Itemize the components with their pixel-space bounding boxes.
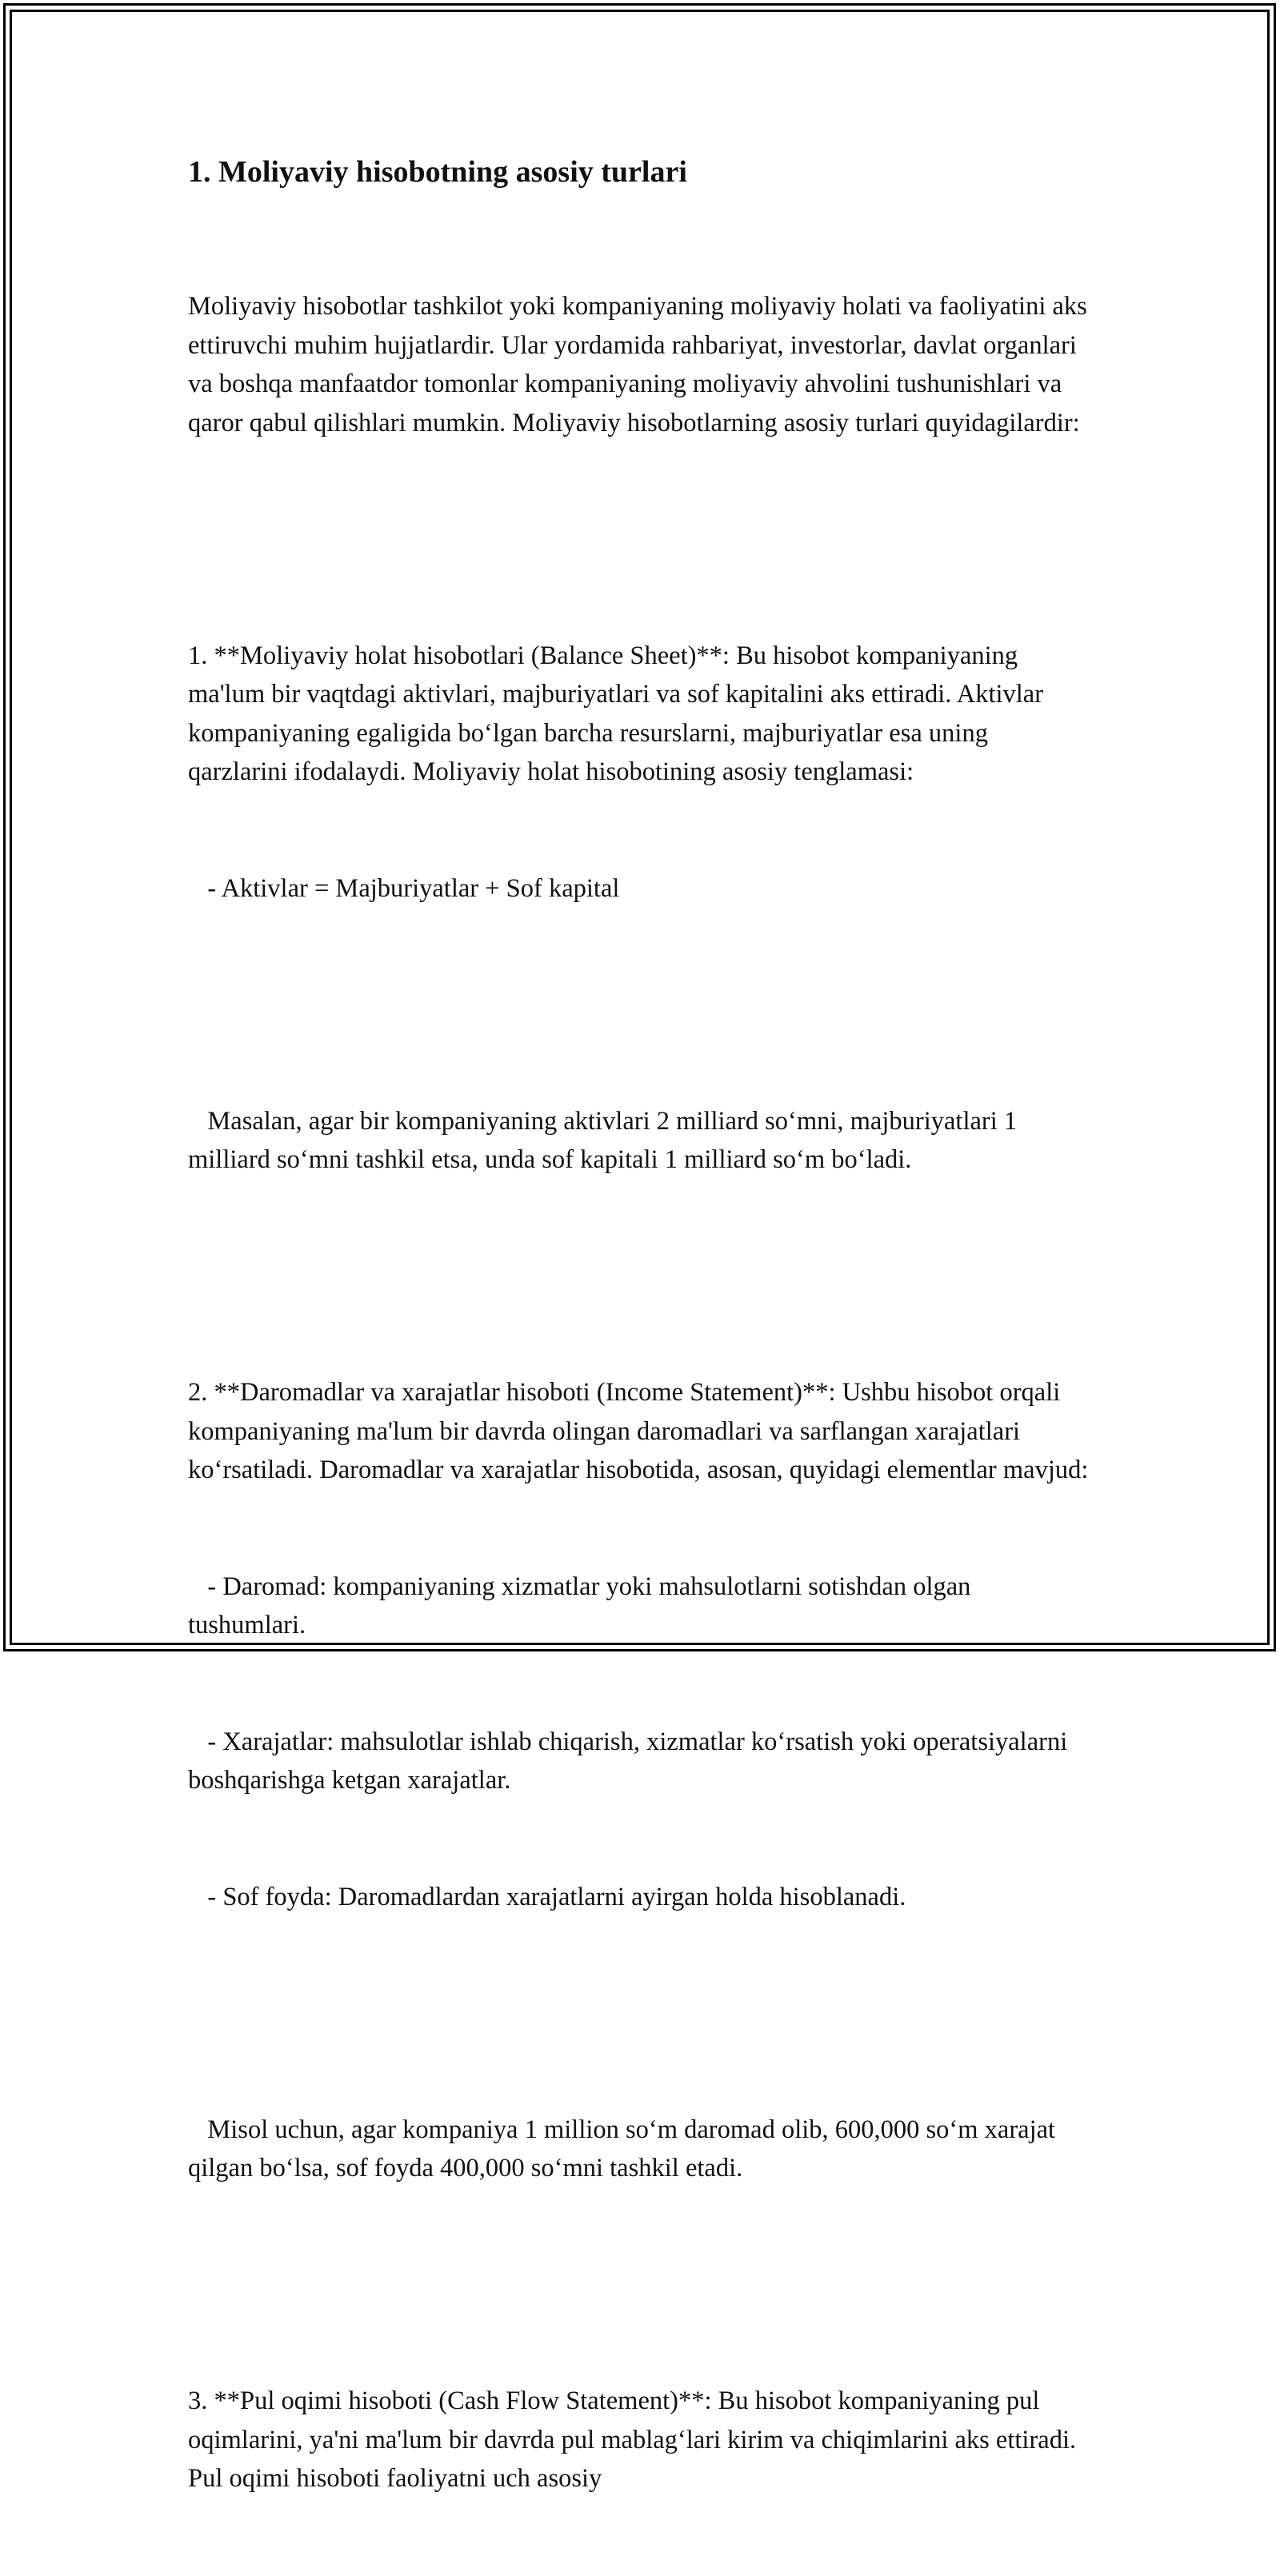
blank-line bbox=[188, 985, 1092, 1024]
balance-equation-item: - Aktivlar = Majburiyatlar + Sof kapital bbox=[188, 873, 620, 903]
blank-line bbox=[188, 2266, 1092, 2305]
income-item-net-profit: - Sof foyda: Daromadlardan xarajatlarni ayirgan holda hisoblanadi. bbox=[188, 1882, 906, 1911]
intro-paragraph: Moliyaviy hisobotlar tashkilot yoki kompaniyaning moliyaviy holati va faoliyatini aks ettiruvchi muhim hujjatlardir. Ular yordamida rahbariyat, investorlar, davlat organlari va boshqa manfaatdor tomonlar kompaniyaning moliyaviy ahvolini tushunishlari va qaror qabul qilishlari mumkin. Moliyaviy hisobotlarning asosiy turlari quyidagilardir: bbox=[188, 292, 1094, 437]
income-item-expenses: - Xarajatlar: mahsulotlar ishlab chiqarish, xizmatlar ko‘rsatish yoki operatsiyalarni boshqarishga ketgan xarajatlar. bbox=[188, 1727, 1074, 1795]
blank-line bbox=[188, 520, 1092, 559]
blank-line bbox=[188, 1994, 1092, 2033]
income-item-revenue: - Daromad: kompaniyaning xizmatlar yoki mahsulotlarni sotishdan olgan tushumlari. bbox=[188, 1572, 978, 1639]
balance-example-paragraph: Masalan, agar bir kompaniyaning aktivlari 2 milliard so‘mni, majburiyatlari 1 milliard so‘mni tashkil etsa, unda sof kapitali 1 milliard so‘m bo‘ladi. bbox=[188, 1106, 1024, 1174]
income-example-paragraph: Misol uchun, agar kompaniya 1 million so‘m daromad olib, 600,000 so‘m xarajat qilgan bo‘lsa, sof foyda 400,000 so‘mni tashkil etadi. bbox=[188, 2115, 1062, 2183]
document-body bbox=[188, 210, 1092, 2576]
cash-flow-paragraph: 3. **Pul oqimi hisoboti (Cash Flow Statement)**: Bu hisobot kompaniyaning pul oqimlarini, ya'ni ma'lum bir davrda pul mablag‘lari kirim va chiqimlarini aks ettiradi. Pul oqimi hisoboti faoliyatni uch asosiy bbox=[188, 2386, 1083, 2493]
income-statement-paragraph: 2. **Daromadlar va xarajatlar hisoboti (Income Statement)**: Ushbu hisobot orqali kompaniyaning ma'lum bir davrda olingan daromadlari va sarflangan xarajatlari ko‘rsatiladi. Daromadlar va xarajatlar hisobotida, asosan, quyidagi elementlar mavjud: bbox=[188, 1378, 1089, 1484]
document-content bbox=[188, 149, 1092, 2576]
blank-line bbox=[188, 1257, 1092, 1296]
section-heading: 1. Moliyaviy hisobotning asosiy turlari bbox=[188, 155, 687, 189]
balance-sheet-paragraph: 1. **Moliyaviy holat hisobotlari (Balance Sheet)**: Bu hisobot kompaniyaning ma'lum bir vaqtdagi aktivlari, majburiyatlari va sof kapitalini aks ettiradi. Aktivlar kompaniyaning egaligida bo‘lgan barcha resurslarni, majburiyatlar esa uning qarzlarini ifodalaydi. Moliyaviy holat hisobotining asosiy tenglamasi: bbox=[188, 641, 1050, 786]
